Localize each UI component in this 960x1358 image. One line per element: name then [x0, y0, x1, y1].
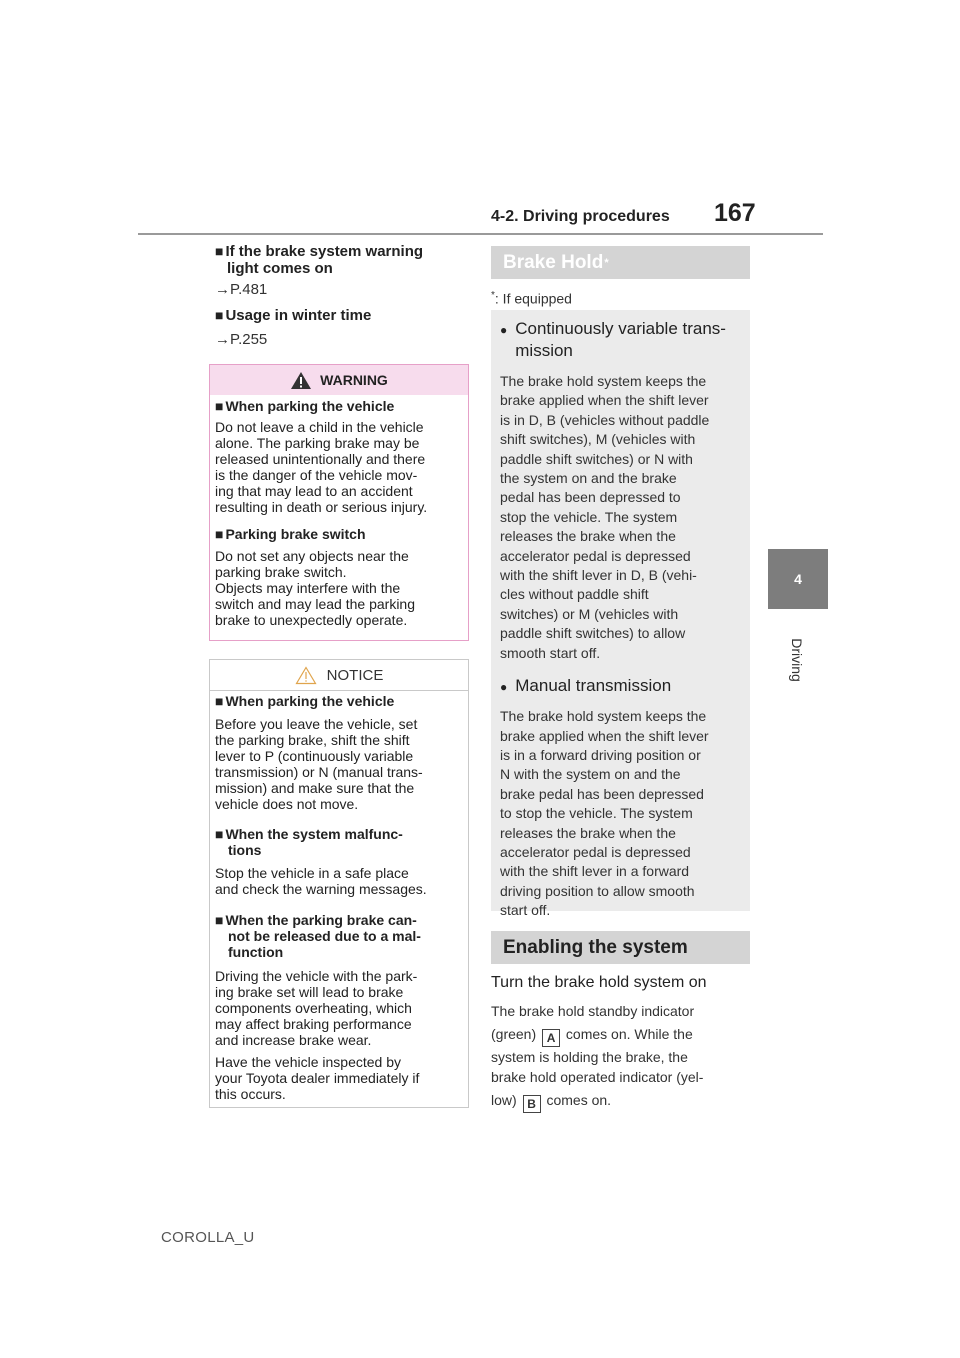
notice-para-3: Driving the vehicle with the park- ing brake set will lead to brake components overheating, which may affect braking performance and increase brake wear.: [215, 968, 418, 1048]
page-number: 167: [714, 199, 756, 227]
enabling-heading: Enabling the system: [491, 931, 750, 964]
brake-hold-heading: Brake Hold *: [491, 246, 750, 279]
notice-content: [215, 693, 465, 1102]
cvt-text: The brake hold system keeps the brake applied when the shift lever is in D, B (vehicles without paddle shift switches), M (vehicles with paddle shift switches) or N with the system on and the brake pedal has been depressed to stop the vehicle. The system releases the brake when the accelerator pedal is depressed with the shift lever in D, B (vehi- cles without paddle shift switches) or M (vehicles with paddle shift switches) to allow smooth start off.: [500, 373, 710, 661]
notice-para-1: Before you leave the vehicle, set the parking brake, shift the shift lever to P (continuously variable transmission) or N (manual trans- mission) and make sure that the vehicle does not move.: [215, 716, 423, 812]
notice-para-4: Have the vehicle inspected by your Toyota dealer immediately if this occurs.: [215, 1054, 420, 1102]
label-b-marker: B: [523, 1095, 541, 1113]
square-bullet-icon: ■: [215, 243, 224, 259]
warning-para-1: Do not leave a child in the vehicle alone. The parking brake may be released unintentionally and there is the danger of the vehicle mov- ing that may lead to an accident resulting in death or serious injury.: [215, 419, 428, 515]
notice-heading-parking: ■ When parking the vehicle: [215, 693, 395, 709]
cvt-title: ● Continuously variable trans- mission: [500, 319, 726, 360]
notice-header: NOTICE: [210, 660, 468, 691]
left-heading-brake-warning: ■ If the brake system warning light comes on: [215, 243, 424, 277]
label-a-marker: A: [542, 1029, 560, 1047]
chapter-tab[interactable]: [768, 549, 828, 609]
section-title: 4-2. Driving procedures: [491, 208, 670, 225]
bullet-icon: ●: [500, 680, 508, 695]
model-footer: COROLLA_U: [161, 1229, 255, 1246]
notice-heading-release: ■ When the parking brake can- not be released due to a mal- function: [215, 912, 421, 960]
notice-para-2: Stop the vehicle in a safe place and check the warning messages.: [215, 865, 427, 897]
warning-header: WARNING: [210, 365, 468, 395]
square-bullet-icon: ■: [215, 826, 224, 842]
page-ref-481[interactable]: →P.481: [215, 281, 268, 298]
header-divider: [138, 233, 823, 235]
warning-content: [215, 398, 465, 628]
mt-text: The brake hold system keeps the brake applied when the shift lever is in a forward driving position or N with the system on and the brake pedal has been depressed to stop the vehicle. The system releases the brake when the accelerator pedal is depressed with the shift lever in a forward driving position to allow smooth start off.: [500, 708, 709, 919]
square-bullet-icon: ■: [215, 307, 224, 323]
warning-para-2: Do not set any objects near the parking brake switch. Objects may interfere with the switch and may lead the parking brake to unexpectedly operate.: [215, 548, 415, 628]
arrow-right-icon: →: [215, 281, 230, 298]
cvt-section: [500, 318, 745, 921]
bullet-icon: ●: [500, 323, 508, 337]
chapter-number: 4: [794, 571, 802, 587]
caution-triangle-icon: [295, 666, 317, 685]
page-ref-255[interactable]: →P.255: [215, 331, 268, 348]
equipped-footnote: *: If equipped: [491, 290, 572, 307]
turn-on-instruction: Turn the brake hold system on: [491, 974, 707, 991]
warning-heading-parking: ■ When parking the vehicle: [215, 398, 395, 414]
arrow-right-icon: →: [215, 331, 230, 348]
square-bullet-icon: ■: [215, 526, 224, 542]
warning-heading-switch: ■ Parking brake switch: [215, 526, 366, 542]
left-heading-winter: ■ Usage in winter time: [215, 307, 372, 324]
notice-heading-malfunction: ■ When the system malfunc- tions: [215, 826, 403, 858]
indicator-description: The brake hold standby indicator (green) A comes on. While the system is holding the brake, the brake hold operated indicator (yel- low) B comes on.: [491, 1003, 704, 1111]
warning-triangle-icon: [290, 371, 312, 390]
square-bullet-icon: ■: [215, 398, 224, 414]
square-bullet-icon: ■: [215, 912, 224, 928]
chapter-label: Driving: [789, 638, 805, 682]
square-bullet-icon: ■: [215, 693, 224, 709]
mt-title: ● Manual transmission: [500, 675, 745, 698]
